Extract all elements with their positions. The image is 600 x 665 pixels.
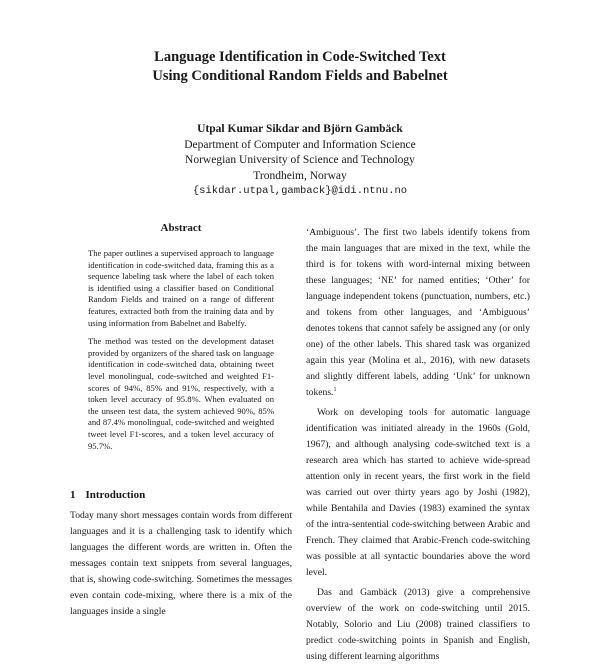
right-column — [306, 225, 530, 665]
location: Trondheim, Norway — [253, 169, 347, 182]
title-line-2: Using Conditional Random Fields and Babelnet — [152, 68, 448, 84]
section-title: Introduction — [85, 489, 146, 501]
right-paragraph-1 — [306, 225, 530, 401]
section-number: 1 — [70, 489, 76, 501]
introduction-heading — [70, 489, 145, 501]
right-paragraph-1-text: ‘Ambiguous’. The first two labels identify tokens from the main languages that are mixed in the text, while the third is for tokens with word-internal mixing between these languages; ‘NE’ for named entities; ‘Other’ for language independent tokens (punctuation, numbers, etc.) and tokens from other languages, and ‘Ambiguous’ denotes tokens that cannot safely be assigned any (or only one) of the other labels. This shared task was organized again this year (Molina et al., 2016), with new datasets and slightly different labels, adding ‘Unk’ for unknown tokens. — [306, 227, 530, 398]
right-paragraph-2: Work on developing tools for automatic language identification was initiated already in the 1960s (Gold, 1967), and although analysing code-switched text is a research area which has started to achieve wide-spread attention only in recent years, the first work in the field was carried out over thirty years ago by Joshi (1982), while Bentahila and Davies (1983) examined the syntax of the intra-sentential code-switching between Arabic and French. They claimed that Arabic-French code-switching was possible at all syntactic boundaries above the word level. — [306, 407, 530, 578]
paper-title — [0, 48, 600, 86]
footnote-marker: 1 — [333, 386, 337, 393]
abstract-paragraph-2: The method was tested on the development dataset provided by organizers of the shared task on language identification in code-switched data, obtaining tweet level monolingual, code-switched and weighted F1-scores of 94%, 85% and 91%, respectively, with a token level accuracy of 95.8%. When evaluated on the unseen test data, the system achieved 90%, 85% and 87.4% monolingual, code-switched and weighted tweet level F1-scores, and a token level accuracy of 95.7%. — [88, 336, 274, 451]
author-block — [0, 122, 600, 200]
abstract-heading: Abstract — [160, 222, 202, 234]
abstract-paragraph-1: The paper outlines a supervised approach to language identification in code-switched data, framing this as a sequence labeling task where the label of each token is identified using a classifier based on Conditional Random Fields and trained on a range of different features, extracted both from the training data and by using information from Babelnet and Babelfy. — [88, 248, 274, 328]
introduction-paragraph-1: Today many short messages contain words from different languages and it is a challenging task to identify which languages the different words are written in. Often the messages contain text snippets from several languages, that is, showing code-switching. Sometimes the messages even contain code-mixing, where there is a mix of the languages inside a single — [70, 510, 292, 617]
title-line-1: Language Identification in Code-Switched Text — [154, 49, 446, 65]
right-paragraph-3: Das and Gambäck (2013) give a comprehensive overview of the work on code-switching until 2015. Notably, Solorio and Liu (2008) trained classifiers to predict code-switching points in Spanish and English, using different learning algorithms — [306, 587, 530, 662]
introduction-body — [70, 508, 292, 620]
university: Norwegian University of Science and Technology — [185, 154, 415, 166]
author-email: {sikdar.utpal,gamback}@idi.ntnu.no — [192, 185, 408, 197]
author-names: Utpal Kumar Sikdar and Björn Gambäck — [197, 123, 403, 135]
abstract-section — [88, 222, 274, 459]
department: Department of Computer and Information Science — [184, 138, 416, 151]
